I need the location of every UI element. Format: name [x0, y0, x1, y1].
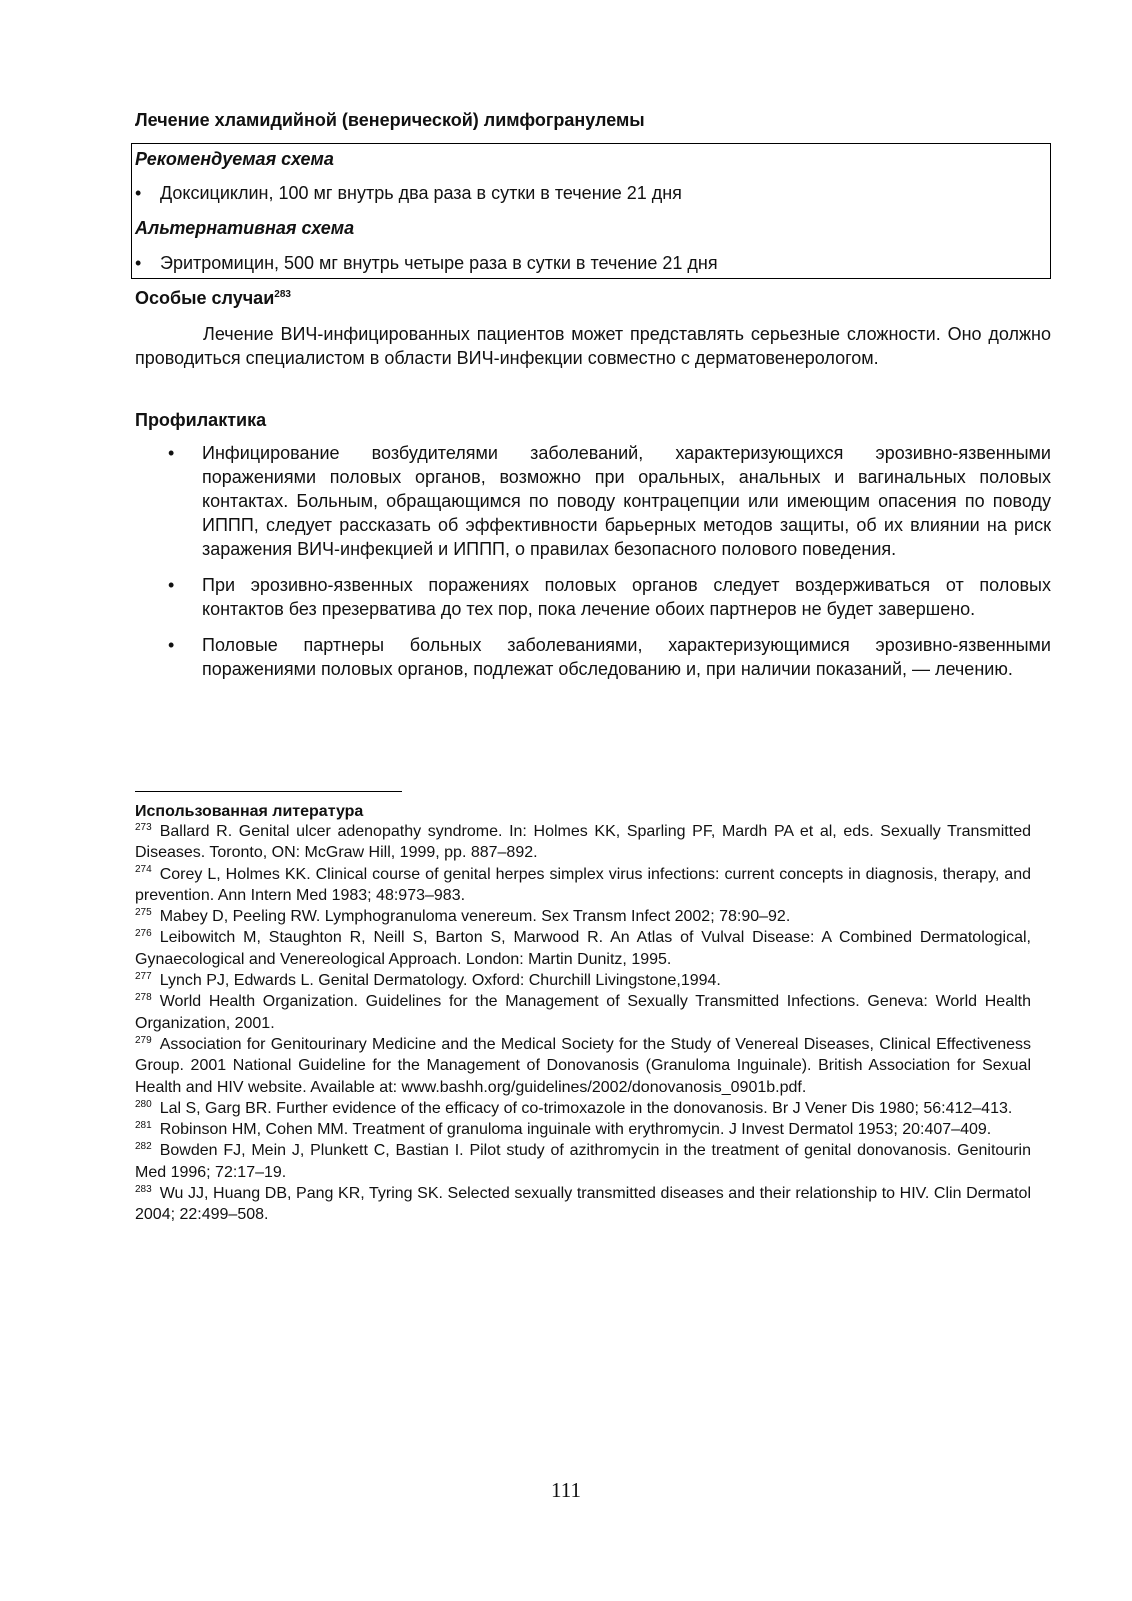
- bullet-icon: •: [135, 253, 142, 273]
- page-number: 111: [551, 1478, 581, 1502]
- reference-item: [135, 1140, 1031, 1183]
- reference-number: 278: [135, 992, 152, 1004]
- reference-number: 277: [135, 970, 152, 982]
- reference-text: Wu JJ, Huang DB, Pang KR, Tyring SK. Selected sexually transmitted diseases and their relationship to HIV. Clin Dermatol 2004; 22:499–508.: [135, 1185, 1031, 1224]
- recommended-regimen-item: [135, 182, 682, 204]
- alternative-regimen-item: [135, 252, 718, 274]
- reference-text: Association for Genitourinary Medicine and the Medical Society for the Study of Venereal Diseases, Clinical Effectiveness Group. 2001 National Guideline for the Management of Donovanosis (Granuloma Inguinale). British Association for Sexual Health and HIV website. Available at: www.bashh.org/guidelines/2002/donovanosis_0901b.pdf.: [135, 1035, 1031, 1096]
- reference-number: 273: [135, 821, 152, 833]
- reference-number: 275: [135, 906, 152, 918]
- reference-text: Bowden FJ, Mein J, Plunkett C, Bastian I. Pilot study of azithromycin in the treatment of genital donovanosis. Genitourin Med 1996; 72:17–19.: [135, 1142, 1031, 1181]
- references-title: Использованная литература: [135, 803, 364, 820]
- section-title-special-cases: [135, 287, 291, 309]
- reference-item: [135, 821, 1031, 864]
- reference-item: [135, 906, 1031, 927]
- reference-item: [135, 864, 1031, 907]
- reference-text: Ballard R. Genital ulcer adenopathy syndrome. In: Holmes KK, Sparling PF, Mardh PA et al, eds. Sexually Transmitted Diseases. Toronto, ON: McGraw Hill, 1999, pp. 887–892.: [135, 823, 1031, 862]
- reference-text: Robinson HM, Cohen MM. Treatment of granuloma inguinale with erythromycin. J Invest Dermatol 1953; 20:407–409.: [159, 1121, 992, 1139]
- bullet-icon: •: [168, 635, 175, 655]
- list-item-text: Инфицирование возбудителями заболеваний, характеризующихся эрозивно-язвенными поражениями половых органов, возможно при оральных, анальных и вагинальных половых контактах. Больным, обращающимся по поводу контрацепции или имеющим опасения по поводу ИППП, следует рассказать об эффективности барьерных методов защиты, об их влиянии на риск заражения ВИЧ-инфекцией и ИППП, о правилах безопасного полового поведения.: [202, 443, 1051, 559]
- bullet-icon: •: [168, 575, 175, 595]
- recommended-regimen-text: Доксициклин, 100 мг внутрь два раза в сутки в течение 21 дня: [160, 183, 682, 203]
- list-item: [135, 633, 1051, 681]
- special-cases-paragraph: Лечение ВИЧ-инфицированных пациентов может представлять серьезные сложности. Оно должно проводиться специалистом в области ВИЧ-инфекции совместно с дерматовенерологом.: [135, 324, 1051, 368]
- reference-number: 281: [135, 1119, 152, 1131]
- list-item: [135, 573, 1051, 621]
- recommended-regimen-heading: Рекомендуемая схема: [135, 149, 334, 169]
- reference-item: [135, 1034, 1031, 1098]
- reference-item: [135, 1098, 1031, 1119]
- reference-text: Mabey D, Peeling RW. Lymphogranuloma venereum. Sex Transm Infect 2002; 78:90–92.: [159, 908, 791, 926]
- reference-item: [135, 927, 1031, 970]
- reference-text: World Health Organization. Guidelines for the Management of Sexually Transmitted Infections. Geneva: World Health Organization, 2001.: [135, 993, 1031, 1032]
- reference-number: 276: [135, 928, 152, 940]
- references-list: [135, 821, 1031, 1226]
- reference-number: 283: [135, 1183, 152, 1195]
- reference-text: Corey L, Holmes KK. Clinical course of genital herpes simplex virus infections: current concepts in diagnosis, therapy, and prevention. Ann Intern Med 1983; 48:973–983.: [135, 865, 1031, 904]
- list-item-text: Половые партнеры больных заболеваниями, характеризующимися эрозивно-язвенными поражениями половых органов, подлежат обследованию и, при наличии показаний, — лечению.: [202, 635, 1051, 679]
- reference-number: 279: [135, 1034, 152, 1046]
- reference-item: [135, 1183, 1031, 1226]
- reference-item: [135, 970, 1031, 991]
- footnote-reference: 283: [274, 289, 291, 300]
- reference-number: 282: [135, 1141, 152, 1153]
- reference-text: Lynch PJ, Edwards L. Genital Dermatology. Oxford: Churchill Livingstone,1994.: [159, 972, 721, 990]
- reference-number: 274: [135, 864, 152, 876]
- reference-text: Leibowitch M, Staughton R, Neill S, Barton S, Marwood R. An Atlas of Vulval Disease: A Combined Dermatological, Gynaecological and Venereological Approach. London: Martin Dunitz, 1995.: [135, 929, 1031, 968]
- section-title-prevention: Профилактика: [135, 410, 267, 430]
- list-item: [135, 441, 1051, 561]
- regimen-box: [131, 143, 1051, 279]
- reference-number: 280: [135, 1098, 152, 1110]
- bullet-icon: •: [168, 443, 175, 463]
- alternative-regimen-text: Эритромицин, 500 мг внутрь четыре раза в сутки в течение 21 дня: [160, 253, 718, 273]
- reference-item: [135, 1119, 1031, 1140]
- special-cases-title-text: Особые случаи: [135, 288, 275, 308]
- footnote-divider: [135, 791, 402, 792]
- prevention-list: [135, 441, 1051, 693]
- reference-text: Lal S, Garg BR. Further evidence of the efficacy of co-trimoxazole in the donovanosis. Br J Vener Dis 1980; 56:412–413.: [159, 1099, 1013, 1117]
- alternative-regimen-heading: Альтернативная схема: [135, 218, 355, 238]
- bullet-icon: •: [135, 183, 142, 203]
- reference-item: [135, 991, 1031, 1034]
- list-item-text: При эрозивно-язвенных поражениях половых органов следует воздерживаться от половых контактов без презерватива до тех пор, пока лечение обоих партнеров не будет завершено.: [202, 575, 1051, 619]
- section-title-treatment: Лечение хламидийной (венерической) лимфогранулемы: [135, 110, 645, 130]
